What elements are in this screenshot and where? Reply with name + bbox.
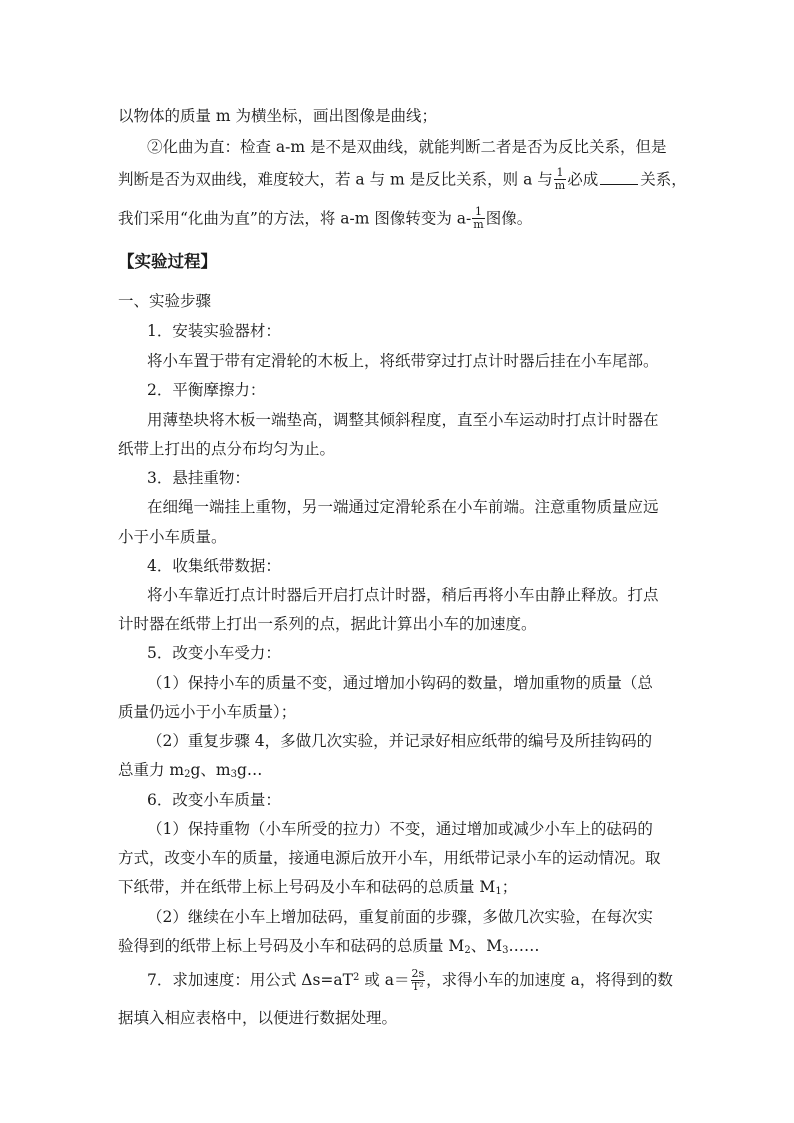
step-2-text-2: 纸带上打出的点分布均匀为止。 [118,440,336,458]
intro-line-3a: 判断是否为双曲线，难度较大，若 a 与 m 是反比关系，则 a 与 [118,170,553,189]
step-1-title: 1．安装实验器材： [147,322,281,340]
intro-line-3b: 必成 [567,170,599,189]
intro-line-3 [118,168,687,193]
step-6-p1b: 方式，改变小车的质量，接通电源后放开小车，用纸带记录小车的运动情况。取 [118,849,661,867]
step-5-p1a: （1）保持小车的质量不变，通过增加小钩码的数量，增加重物的质量（总 [147,674,653,692]
intro-line-4a: 我们采用“化曲为直”的方法，将 a-m 图像转变为 a- [118,209,472,228]
step-6-title: 6．改变小车质量： [147,791,281,809]
step-5-p2a: （2）重复步骤 4，多做几次实验，并记录好相应纸带的编号及所挂钩码的 [147,732,653,750]
step-5-p1b: 质量仍远小于小车质量）； [118,703,297,721]
fraction-2s-over-t2: $\frac{2s}{\text{T²}}$ [411,966,425,993]
fraction-one-over-m-2: $\frac{1}{m}$ [473,205,484,231]
fill-in-blank [600,170,638,185]
step-6-p1c: 下纸带，并在纸带上标上号码及小车和砝码的总质量 $M_1$； [118,878,518,897]
intro-line-4 [118,207,532,232]
step-4-text-1: 将小车靠近打点计时器后开启打点计时器，稍后再将小车由静止释放。打点 [147,586,659,604]
step-5-p2b: 总重力 $m_2g$、$m_3g\dots$ [118,761,263,780]
sub-title: 一、实验步骤 [118,292,212,310]
step-6-p2b: 验得到的纸带上标上号码及小车和砝码的总质量 $M_2$、$M_3\dots\dots$ [118,937,540,956]
step-6-p1a: （1）保持重物（小车所受的拉力）不变，通过增加或减少小车上的砝码的 [147,820,653,838]
step-2-text-1: 用薄垫块将木板一端垫高，调整其倾斜程度，直至小车运动时打点计时器在 [147,411,659,429]
step-6-p2a: （2）继续在小车上增加砝码，重复前面的步骤，多做几次实验，在每次实 [147,908,653,926]
step-3-text-1: 在细绳一端挂上重物，另一端通过定滑轮系在小车前端。注意重物质量应远 [147,498,659,516]
step-3-title: 3．悬挂重物： [147,469,250,487]
fraction-one-over-m: $\frac{1}{m}$ [554,166,566,192]
step-2-title: 2．平衡摩擦力： [147,381,266,399]
intro-line-3c: 关系， [640,170,687,189]
step-7-line-2: 据填入相应表格中，以便进行数据处理。 [118,1009,398,1027]
step-3-text-2: 小于小车质量。 [118,528,227,546]
step-1-text: 将小车置于带有定滑轮的木板上，将纸带穿过打点计时器后挂在小车尾部。 [147,352,659,370]
step-4-text-2: 计时器在纸带上打出一系列的点，据此计算出小车的加速度。 [118,615,537,633]
intro-line-1: 以物体的质量 m 为横坐标，画出图像是曲线； [118,107,438,125]
step-4-title: 4．收集纸带数据： [147,557,281,575]
section-title: 【实验过程】 [118,252,217,271]
step-7-line-1: 7．求加速度：用公式 $\Delta s=aT^2$ 或 a＝ $\frac{2s}{\text{T²}}$ ，求得小车的加速度 a，将得到的数 [147,966,673,993]
intro-line-4b: 图像。 [485,209,533,228]
intro-line-2: ②化曲为直：检查 a-m 是不是双曲线，就能判断二者是否为反比关系，但是 [147,138,667,156]
step-5-title: 5．改变小车受力： [147,644,281,662]
